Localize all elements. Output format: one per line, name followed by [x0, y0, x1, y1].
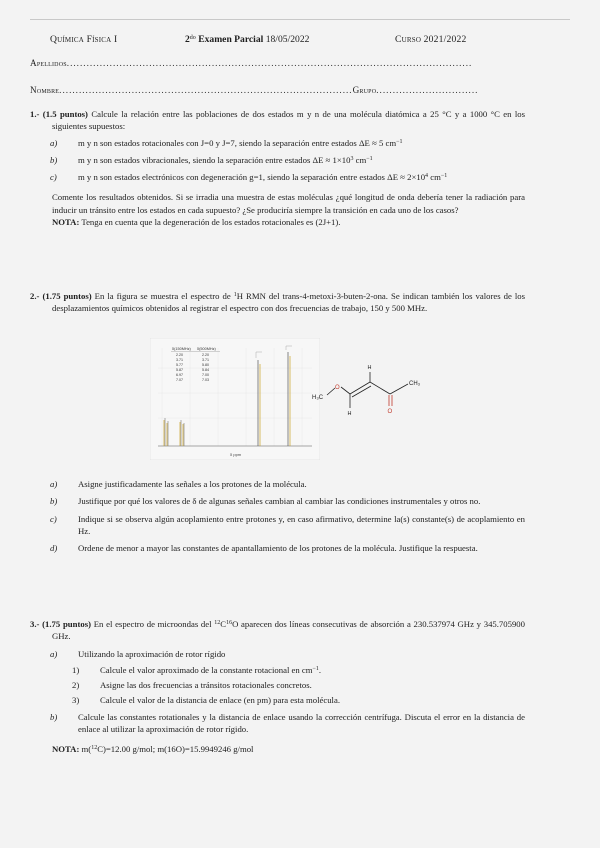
molecule-structure — [310, 360, 440, 430]
apellidos-field: Apellidos........................................................................................................................... — [30, 58, 473, 68]
bond — [390, 384, 408, 394]
grupo-label: Grupo — [352, 85, 377, 95]
q2-intro: 2.- (1.75 puntos) En la figura se muestra el espectro de $^1$H RMN del trans-4-metoxi-3-buten-2-ona. Se indican también los valores de los desplazamientos químicos obtenidos al registrar el espectro con dos frecuencias de trabajo, 150 y 500 MHz. — [30, 291, 526, 314]
spectrum-x-label: δ ppm — [230, 452, 242, 457]
table-cell: 5.87 — [176, 368, 183, 372]
q2-item-c: c) Indique si se observa algún acoplamiento entre protones y, en caso afirmativo, determine la(s) constante(s) de acoplamiento en Hz. — [50, 513, 525, 536]
table-col1-header: δ(150MHz) — [172, 347, 191, 351]
table-cell: 2.20 — [176, 353, 183, 357]
q3-item-a1: 1) Calcule el valor aproximado de la constante rotacional en $cm^{-1}$. — [72, 664, 322, 675]
q2-items — [50, 478, 525, 554]
table-cell: 3.71 — [176, 358, 183, 362]
atom-o-carbonyl: O — [387, 409, 393, 415]
table-cell: 7.07 — [176, 378, 183, 382]
exam-title: $2^{do}$ Examen Parcial 18/05/2022 — [185, 34, 310, 45]
q1-comment: Comente los resultados obtenidos. Si se irradia una muestra de estas moléculas ¿qué longitud de onda debería tener la radiación para inducir un tránsito entre los estados en cada supuesto? ¿Se produciría siempre la transición en cada uno de los casos? — [52, 192, 525, 215]
academic-year: Curso 2021/2022 — [395, 34, 467, 45]
table-cell: 6.97 — [176, 373, 183, 377]
atom-h3c: H₃C — [312, 395, 324, 401]
table-cell: 7.00 — [202, 373, 209, 377]
table-cell: 5.80 — [202, 363, 209, 367]
q3-intro: 3.- (1.75 puntos) En el espectro de microondas del $^{12}C^{16}O$ aparecen dos líneas consecutivas de absorción a 230.537974 GHz y 345.705900 GHz. — [30, 619, 525, 642]
atom-h-bottom: H — [347, 411, 352, 417]
atom-o-ether: O — [335, 385, 340, 391]
question-2 — [30, 290, 525, 315]
table-cell: 7.03 — [202, 378, 209, 382]
q1-note: NOTA: Tenga en cuenta que la degeneración de los estados rotacionales es (2J+1). — [52, 217, 341, 228]
bond — [341, 387, 350, 394]
course-title: Química Física I — [50, 34, 118, 45]
q3-note: NOTA: m($^{12}$C)=12.00 g/mol; m(16O)=15.9949246 g/mol — [52, 744, 254, 755]
table-col2-header: δ(500MHz) — [197, 347, 216, 351]
q1-item-a: a) m y n son estados rotacionales con J=0 y J=7, siendo la separación entre estados ΔE ≈ 5 $cm^{-1}$ — [50, 137, 403, 148]
q1-item-c: c) m y n son estados electrónicos con degeneración g=1, siendo la separación entre estados $\Delta E \approx 2\times 10^4$ $cm^{-1}$ — [50, 172, 448, 183]
nombre-field: Nombre.........................................................................................Grupo............................... — [30, 85, 479, 95]
table-cell: 5.77 — [176, 363, 183, 367]
q1-item-b: b) m y n son estados vibracionales, siendo la separación entre estados $\Delta E \approx 1\times 10^3$ $cm^{-1}$ — [50, 154, 373, 165]
question-1 — [30, 108, 525, 228]
atom-h-top: H — [367, 365, 372, 371]
q3-item-a2: 2) Asigne las dos frecuencias a tránsitos rotacionales concretos. — [72, 680, 312, 691]
q3-item-a: a) Utilizando la aproximación de rotor rígido — [50, 648, 226, 659]
table-cell: 3.71 — [202, 358, 209, 362]
bond — [370, 382, 390, 394]
table-cell: 2.20 — [202, 353, 209, 357]
bond — [327, 388, 335, 395]
nmr-spectrum-figure — [150, 338, 320, 460]
q3-item-a3: 3) Calcule el valor de la distancia de enlace (en pm) para esta molécula. — [72, 695, 340, 706]
question-3 — [30, 618, 525, 756]
atom-ch3: CH₃ — [409, 381, 421, 387]
nombre-label: Nombre — [30, 85, 60, 95]
apellidos-label: Apellidos — [30, 58, 67, 68]
table-cell: 5.84 — [202, 368, 209, 372]
q3-item-b: b) Calcule las constantes rotationales y la distancia de enlace usando la corrección centrífuga. Discuta el error en la distancia de enlace al utilizar la aproximación de rotor rígido. — [50, 711, 525, 735]
q2-item-d: d) Ordene de menor a mayor las constantes de apantallamiento de los protones de la molécula. Justifique la respuesta. — [50, 543, 478, 554]
q2-item-b: b) Justifique por qué los valores de δ de algunas señales cambian al cambiar las condiciones instrumentales y otros no. — [50, 496, 481, 507]
q2-item-a: a) Asigne justificadamente las señales a los protones de la molécula. — [50, 479, 307, 489]
top-rule — [30, 19, 570, 20]
q1-intro: 1.- (1.5 puntos) Calcule la relación entre las poblaciones de dos estados m y n de una molécula diatómica a 25 °C y a 1000 °C en los siguientes supuestos: — [30, 109, 525, 132]
